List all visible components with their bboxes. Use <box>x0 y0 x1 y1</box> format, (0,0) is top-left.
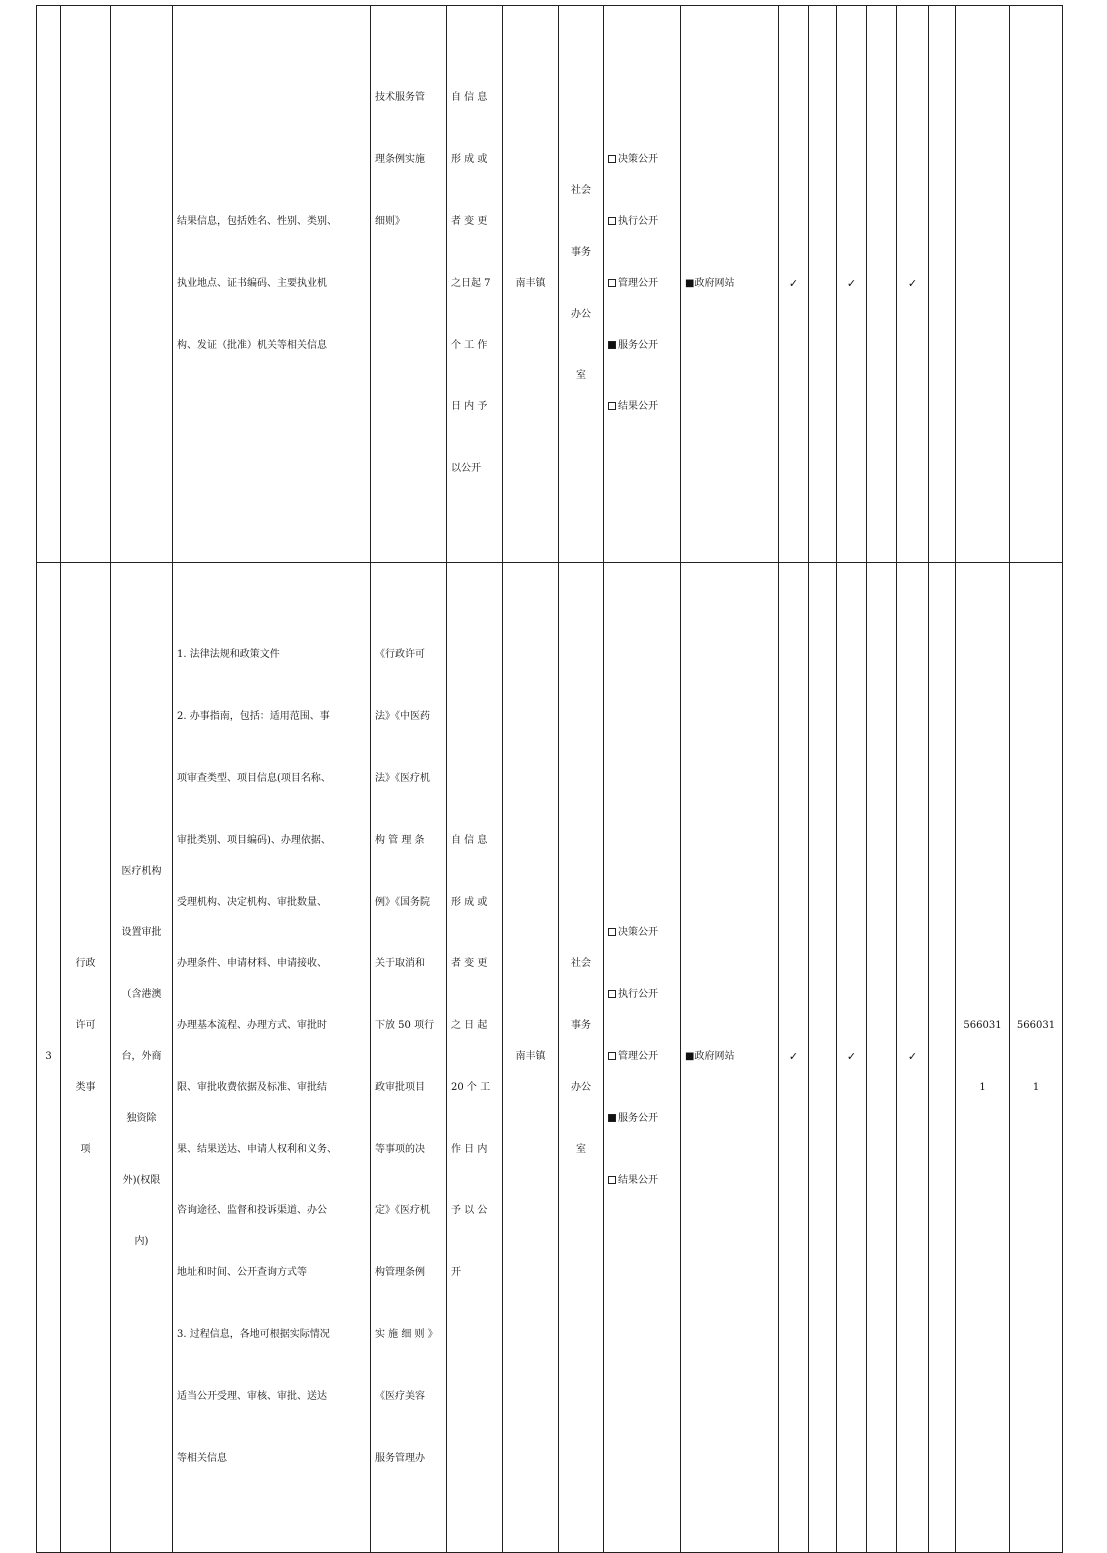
content-line: 办理基本流程、办理方式、审批时 <box>177 1020 327 1032</box>
checkbox-filled-icon <box>608 1114 616 1122</box>
content-line: 受理机构、决定机构、审批数量、 <box>177 896 327 908</box>
timeline-line: 自 信 息 <box>451 834 488 846</box>
checkmark-icon: ✓ <box>779 6 809 563</box>
basis-line: 关于取消和 <box>375 958 425 970</box>
item-line: 内) <box>134 1236 149 1248</box>
timeline-line: 自 信 息 <box>451 92 488 104</box>
checkmark-icon: ✓ <box>837 6 867 563</box>
checkbox-box-icon <box>608 928 616 936</box>
content-line: 办理条件、申请材料、申请接收、 <box>177 958 327 970</box>
basis-line: 构 管 理 条 <box>375 834 425 846</box>
checkbox-decision[interactable]: 决策公开 <box>608 150 676 171</box>
code-line: 1 <box>979 1081 986 1093</box>
office-line: 社会 <box>571 958 591 970</box>
content-line: 项审查类型、项目信息(项目名称、 <box>177 772 331 784</box>
basis-line: 下放 50 项行 <box>375 1020 435 1032</box>
basis-line: 定》《医疗机 <box>375 1205 430 1217</box>
basis-line: 技术服务管 <box>375 92 425 104</box>
basis-cell <box>371 563 447 1553</box>
empty-cell <box>929 6 956 563</box>
checkbox-box-icon <box>608 402 616 410</box>
basis-line: 《医疗美容 <box>375 1390 425 1402</box>
disclosure-table <box>36 5 1063 1553</box>
basis-line: 构管理条例 <box>375 1267 425 1279</box>
basis-line: 法》《医疗机 <box>375 772 430 784</box>
category-line: 许可 <box>75 1020 96 1032</box>
checkbox-box-icon <box>608 1052 616 1060</box>
timeline-line: 者 变 更 <box>451 215 488 227</box>
empty-cell <box>867 563 897 1553</box>
checkbox-box-icon <box>608 279 616 287</box>
empty-cell <box>809 563 837 1553</box>
content-line: 1. 法律法规和政策文件 <box>177 649 280 661</box>
office-cell <box>559 6 604 563</box>
timeline-line: 形 成 或 <box>451 154 488 166</box>
channel-cell: ■政府网站 <box>681 6 779 563</box>
checkbox-execution[interactable]: 执行公开 <box>608 985 676 1006</box>
timeline-line: 日 内 予 <box>451 401 488 413</box>
content-line: 结果信息，包括姓名、性别、类别、 <box>177 215 337 227</box>
checkbox-filled-icon <box>608 341 616 349</box>
checkbox-decision[interactable]: 决策公开 <box>608 923 676 944</box>
empty-cell <box>929 563 956 1553</box>
content-cell <box>173 6 371 563</box>
index-cell <box>37 6 61 563</box>
item-line: （含港澳 <box>121 989 162 1001</box>
checkbox-result[interactable]: 结果公开 <box>608 397 676 418</box>
office-line: 事务 <box>571 246 591 258</box>
code-line: 566031 <box>1016 1020 1056 1032</box>
basis-line: 细则》 <box>375 215 405 227</box>
timeline-line: 开 <box>451 1267 461 1279</box>
table-row <box>37 6 1063 563</box>
code-cell <box>956 6 1010 563</box>
checkmark-icon: ✓ <box>897 6 929 563</box>
checkbox-box-icon <box>608 155 616 163</box>
category-line: 类事 <box>75 1081 96 1093</box>
basis-line: 政审批项目 <box>375 1081 425 1093</box>
basis-cell <box>371 6 447 563</box>
category-line: 项 <box>80 1143 91 1155</box>
content-line: 3. 过程信息，各地可根据实际情况 <box>177 1329 330 1340</box>
checkbox-box-icon <box>608 1176 616 1184</box>
item-line: 台，外商 <box>121 1050 162 1062</box>
office-line: 社会 <box>571 185 591 197</box>
office-line: 室 <box>576 370 586 382</box>
timeline-line: 之 日 起 <box>451 1020 488 1032</box>
basis-line: 服务管理办 <box>375 1452 425 1464</box>
item-line: 设置审批 <box>121 927 162 939</box>
item-line: 外)(权限 <box>122 1174 161 1186</box>
checkbox-service[interactable]: 服务公开 <box>608 1109 676 1130</box>
office-line: 办公 <box>571 308 591 320</box>
content-line: 限、审批收费依据及标准、审批结 <box>177 1081 327 1093</box>
office-line: 事务 <box>571 1020 591 1032</box>
content-cell <box>173 563 371 1553</box>
town-cell: 南丰镇 <box>503 6 559 563</box>
content-line: 果、结果送达、申请人权利和义务、 <box>177 1143 337 1155</box>
content-line: 执业地点、证书编码、主要执业机 <box>177 277 327 289</box>
timeline-line: 个 工 作 <box>451 339 488 351</box>
content-line: 审批类别、项目编码)、办理依据、 <box>177 834 331 846</box>
timeline-line: 形 成 或 <box>451 896 488 908</box>
checkbox-management[interactable]: 管理公开 <box>608 274 676 295</box>
item-line: 医疗机构 <box>121 865 162 877</box>
category-cell <box>61 6 111 563</box>
item-cell <box>111 6 173 563</box>
item-cell <box>111 563 173 1553</box>
office-line: 办公 <box>571 1081 591 1093</box>
empty-cell <box>809 6 837 563</box>
content-line: 适当公开受理、审核、审批、送达 <box>177 1390 327 1402</box>
checkmark-icon: ✓ <box>897 563 929 1553</box>
checkmark-icon: ✓ <box>837 563 867 1553</box>
content-line: 咨询途径、监督和投诉渠道、办公 <box>177 1205 327 1217</box>
content-line: 等相关信息 <box>177 1452 227 1464</box>
code-cell <box>956 563 1010 1553</box>
basis-line: 法》《中医药 <box>375 711 430 723</box>
category-line: 行政 <box>75 958 96 970</box>
empty-cell <box>867 6 897 563</box>
basis-line: 等事项的决 <box>375 1143 425 1155</box>
town-cell: 南丰镇 <box>503 563 559 1553</box>
index-cell: 3 <box>37 563 61 1553</box>
basis-line: 理条例实施 <box>375 154 425 166</box>
content-line: 地址和时间、公开查询方式等 <box>177 1267 307 1279</box>
timeline-line: 20 个 工 <box>451 1081 491 1093</box>
office-line: 室 <box>576 1143 586 1155</box>
basis-line: 《行政许可 <box>375 649 425 661</box>
checkbox-execution[interactable]: 执行公开 <box>608 212 676 233</box>
code-cell <box>1010 6 1063 563</box>
checkbox-management[interactable]: 管理公开 <box>608 1047 676 1068</box>
checkbox-service[interactable]: 服务公开 <box>608 336 676 357</box>
code-line: 1 <box>1032 1081 1040 1093</box>
timeline-line: 之日起 7 <box>451 277 491 289</box>
timeline-cell <box>447 563 503 1553</box>
checkmark-icon: ✓ <box>779 563 809 1553</box>
basis-line: 实 施 细 则 》 <box>375 1329 438 1340</box>
checkbox-box-icon <box>608 217 616 225</box>
content-line: 构、发证（批准）机关等相关信息 <box>177 339 327 351</box>
checkbox-box-icon <box>608 990 616 998</box>
channel-cell: ■政府网站 <box>681 563 779 1553</box>
timeline-line: 予 以 公 <box>451 1205 488 1217</box>
disclosure-cell <box>604 6 681 563</box>
timeline-line: 作 日 内 <box>451 1143 488 1155</box>
category-cell <box>61 563 111 1553</box>
code-line: 566031 <box>963 1020 1002 1032</box>
office-cell <box>559 563 604 1553</box>
disclosure-cell <box>604 563 681 1553</box>
item-line: 独资除 <box>126 1112 157 1124</box>
timeline-line: 者 变 更 <box>451 958 488 970</box>
timeline-line: 以公开 <box>451 463 481 475</box>
timeline-cell <box>447 6 503 563</box>
table-row <box>37 563 1063 1553</box>
content-line: 2. 办事指南，包括：适用范围、事 <box>177 711 330 723</box>
basis-line: 例》《国务院 <box>375 896 430 908</box>
code-cell <box>1010 563 1063 1553</box>
checkbox-result[interactable]: 结果公开 <box>608 1171 676 1192</box>
